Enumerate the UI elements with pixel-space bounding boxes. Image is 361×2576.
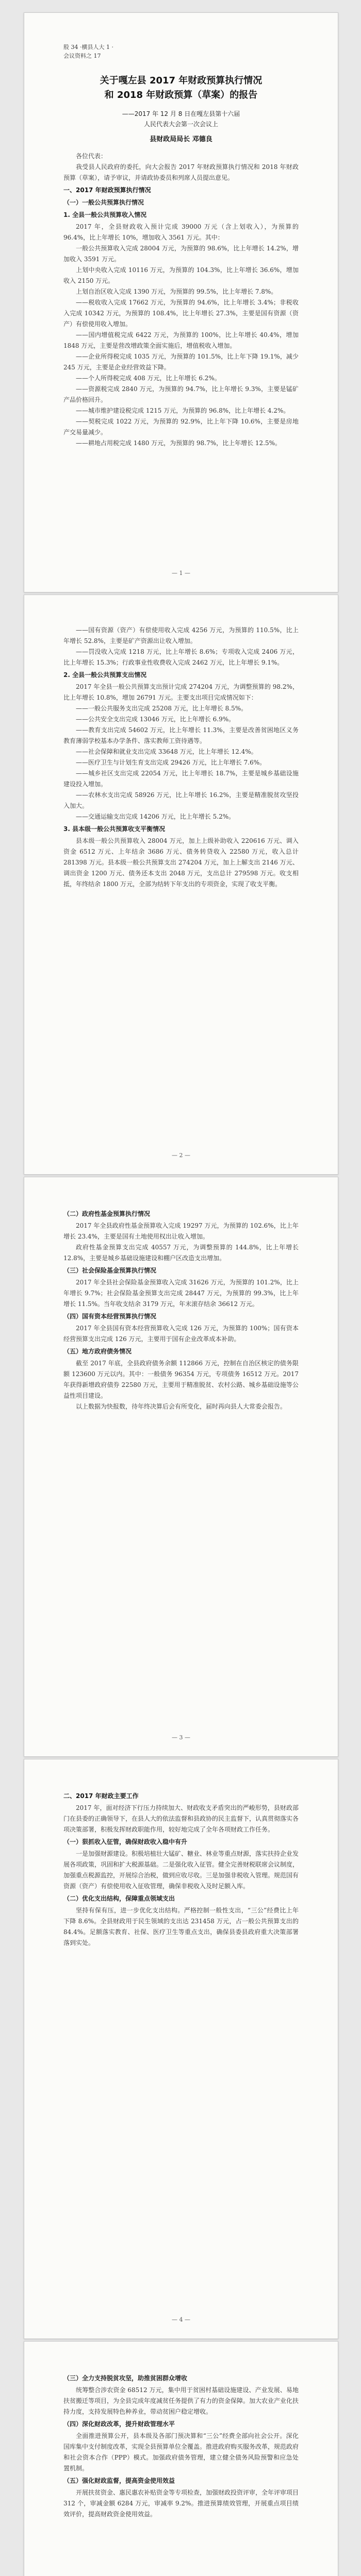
paragraph: 政府性基金预算支出完成 40557 万元，为调整预算的 144.8%，比上年增长 12.8%，主要是城乡基础设施建设和棚户区改造支出增加。 — [63, 1244, 299, 1262]
paragraph: ——农林水支出完成 58926 万元，比上年增长 16.2%，主要是精准脱贫攻坚投入加大。 — [63, 791, 299, 809]
doc-author: 县财政局局长 邓德良 — [150, 135, 212, 143]
subsection-heading: （一）狠抓收入征管，确保财政收入稳中有升 — [63, 1838, 188, 1845]
section-heading: 二、2017 年财政主要工作 — [63, 1792, 139, 1800]
page-3 — [24, 1177, 338, 1757]
page-1 — [24, 12, 338, 592]
paragraph: 开展扶贫资金、惠民惠农补贴资金等专项检查，加强财政投资评审，全年评审项目 312 个，审减金额 6284 万元，审减率 9.2%。推进预算绩效管理，开展重点项目绩效评价，提高财政资金使用效益。 — [63, 2489, 299, 2518]
paragraph: ——城乡社区支出完成 22054 万元，比上年增长 18.7%，主要是城乡基础设施建设投入增加。 — [63, 770, 299, 788]
subsection-heading: （一）一般公共预算执行情况 — [63, 199, 144, 206]
page-4 — [24, 1759, 338, 2339]
paragraph: ——教育支出完成 54602 万元，比上年增长 11.3%，主要是改善贫困地区义务教育薄弱学校基本办学条件、落实教师工资待遇等。 — [63, 726, 299, 744]
paragraph: ——资源税完成 2840 万元，为预算的 94.7%，比上年增长 9.3%，主要是锰矿产品价格回升。 — [63, 385, 299, 403]
subsection-heading: （五）地方政府债务情况 — [63, 1348, 132, 1355]
doc-title — [63, 74, 299, 103]
subsection-heading: （三）社会保险基金预算执行情况 — [63, 1267, 157, 1274]
paragraph: 各位代表： — [76, 152, 107, 160]
doc-meta-line-2: 会议资料之 17 — [63, 53, 101, 59]
paragraph: ——社会保障和就业支出完成 33648 万元，比上年增长 12.4%。 — [76, 748, 257, 755]
section-heading: 一、2017 年财政预算执行情况 — [63, 187, 151, 194]
page-content — [63, 1789, 299, 2297]
page-number: — 3 — — [172, 1734, 190, 1741]
paragraph: 全面推进预算公开，县本级及各部门预决算和“三公”经费全部向社会公开。深化国库集中支付制度改革，实现全县预算单位全覆盖。推进政府购买服务改革，规范政府和社会资本合作（PPP）模式。加强政府债务管理，建立健全债务风险预警和应急处置机制。 — [63, 2432, 299, 2472]
subsection-heading: （四）国有资本经营预算执行情况 — [63, 1313, 157, 1320]
paragraph: 上划自治区收入完成 1390 万元，为预算的 99.5%，比上年增长 7.8%。 — [76, 288, 277, 295]
paragraph: 坚持有保有压，进一步优化支出结构。严格控制一般性支出，“三公”经费比上年下降 8.6%。全县财政用于民生领域的支出达 231458 万元，占一般公共预算支出的 84.4%。足额落实教育、社保、医疗卫生等重点支出，确保县委县政府重大决策部署落到实处。 — [63, 1907, 299, 1946]
paragraph: ——国内增值税完成 6422 万元，为预算的 100%，比上年增长 40.4%，增加 1848 万元，主要是营改增政策全面实施后，增值税收入增加。 — [63, 331, 299, 349]
page-blocks — [63, 1208, 299, 1412]
subsection-heading: （三）全力支持脱贫攻坚，助推贫困群众增收 — [63, 2375, 188, 2382]
page-content — [63, 625, 299, 1133]
paragraph: 我受县人民政府的委托，向大会报告 2017 年财政预算执行情况和 2018 年财政预算（草案），请予审议，并请政协委员和列席人员提出意见。 — [63, 163, 299, 181]
page-number: — 1 — — [172, 570, 190, 577]
page-blocks — [63, 2372, 299, 2520]
page-number: — 4 — — [172, 2316, 190, 2323]
paragraph: ——个人所得税完成 408 万元，比上年增长 6.2%。 — [76, 375, 221, 382]
page-content — [63, 43, 299, 551]
paragraph: ——医疗卫生与计划生育支出完成 29426 万元，比上年增长 7.6%。 — [76, 759, 266, 766]
subsection-heading: 1. 全县一般公共预算收入情况 — [63, 211, 147, 218]
subsection-heading: （二）优化支出结构，保障重点领域支出 — [63, 1895, 175, 1902]
paragraph: ——城市维护建设税完成 1215 万元，为预算的 96.8%，比上年增长 4.2%。 — [76, 407, 290, 414]
subsection-heading: （二）政府性基金预算执行情况 — [63, 1210, 151, 1217]
page-content — [63, 2371, 299, 2576]
subsection-heading: 3. 县本级一般公共预算收支平衡情况 — [63, 825, 166, 833]
page-2 — [24, 595, 338, 1175]
paragraph: 2017 年，全县财政收入预计完成 39000 万元（含上划收入），为预算的 96.4%，比上年增长 10%，增加收入 3561 万元。其中： — [63, 223, 299, 241]
page-5 — [24, 2341, 338, 2576]
paragraph: 截至 2017 年底，全县政府债务余额 112866 万元，控制在自治区核定的债务限额 123600 万元以内。其中：一般债务 96354 万元，专项债务 16512 万元。2017 年获得新增政府债券 22580 万元，主要用于精准脱贫、农村公路、城乡基础设施等公益性项目建设。 — [63, 1360, 299, 1399]
paragraph: ——契税完成 1022 万元，为预算的 92.9%，比上年下降 10.6%，主要是房地产交易量减少。 — [63, 418, 299, 436]
doc-meta — [63, 43, 299, 60]
subsection-heading: （四）深化财政改革，提升财政管理水平 — [63, 2420, 175, 2428]
page-number: — 2 — — [172, 1152, 190, 1159]
doc-subtitle-2: 人民代表大会第一次会议上 — [143, 121, 218, 128]
page-content — [63, 1207, 299, 1715]
paragraph: 县本级一般公共预算收入 28004 万元，加上上级补助收入 220616 万元、调入资金 6512 万元、上年结余 3686 万元、债务转贷收入 22580 万元，收入总计 281398 万元。县本级一般公共预算支出 274204 万元，加上上解支出 2146 万元、调出资金 1200 万元、债务还本支出 2048 万元，支出总计 279598 万元。收支相抵，年终结余 1800 万元，全部为结转下年支出的专项资金，实现了收支平衡。 — [63, 837, 299, 888]
paragraph: ——国有资源（资产）有偿使用收入完成 4256 万元，为预算的 110.5%，比上年增长 52.8%，主要是矿产资源出让收入增加。 — [63, 626, 299, 645]
subsection-heading: 2. 全县一般公共预算支出情况 — [63, 671, 147, 679]
doc-title-line: 关于嘎左县 2017 年财政预算执行情况 — [100, 75, 262, 86]
page-blocks — [63, 625, 299, 890]
paragraph: 2017 年全县社会保险基金预算收入完成 31626 万元，为预算的 101.2%，比上年增长 9.7%；社会保险基金预算支出完成 28447 万元，为预算的 99.3%，比上年增长 11.5%。当年收支结余 3179 万元，年末滚存结余 36612 万元。 — [63, 1279, 299, 1308]
paragraph: 统筹整合涉农资金 68512 万元，集中用于贫困村基础设施建设、产业发展、易地扶贫搬迁等项目，为全县完成年度减贫任务提供了有力的资金保障。加大农业产业化扶持力度，支持发展特色种养业，带动贫困户稳定增收。 — [63, 2386, 299, 2415]
paragraph: 2017 年全县一般公共预算支出预计完成 274204 万元，为调整预算的 98.2%，比上年增长 10.8%，增加 26791 万元。主要支出项目完成情况如下： — [63, 683, 299, 701]
doc-title-line: 和 2018 年财政预算（草案）的报告 — [104, 90, 258, 100]
page-blocks — [63, 151, 299, 449]
paragraph: 上划中央收入完成 10116 万元，为预算的 104.3%，比上年增长 36.6%，增加收入 2150 万元。 — [63, 266, 299, 284]
doc-meta-line-1: 股 34 ·横县人大 1 · — [63, 44, 113, 50]
paragraph: ——交通运输支出完成 14206 万元，比上年增长 5.2%。 — [76, 813, 235, 820]
doc-subtitle-1: ——2017 年 12 月 8 日在嘎左县第十六届 — [122, 110, 240, 117]
paragraph: ——罚没收入完成 1218 万元，比上年增长 8.6%；专项收入完成 2406 万元，比上年增长 15.3%；行政事业性收费收入完成 2462 万元，比上年增长 9.1%。 — [63, 648, 299, 666]
paragraph: 以上数据为快报数，待年终决算后会有所变化，届时再向县人大常委会报告。 — [76, 1403, 287, 1410]
paragraph: 2017 年，面对经济下行压力持续加大、财政收支矛盾突出的严峻形势，县财政部门在县委的正确领导下，在县人大的依法监督和县政协的民主监督下，认真贯彻落实各项决策部署，积极发挥财政职能作用，较好地完成了全年各项财政工作任务。 — [63, 1804, 299, 1833]
page-blocks — [63, 1790, 299, 1948]
paragraph: ——企业所得税完成 1035 万元，为预算的 101.5%，比上年下降 19.1%，减少 245 万元，主要是企业经营效益下降。 — [63, 353, 299, 371]
paragraph: 2017 年全县政府性基金预算收入完成 19297 万元，为预算的 102.6%，比上年增长 23.4%，主要是国有土地使用权出让收入增加。 — [63, 1222, 299, 1240]
paragraph: ——公共安全支出完成 13046 万元，比上年增长 6.9%。 — [76, 716, 235, 723]
paragraph: ——耕地占用税完成 1480 万元，为预算的 98.7%，比上年增长 12.5%。 — [76, 439, 282, 447]
subsection-heading: （五）强化财政监督，提高资金使用效益 — [63, 2477, 175, 2484]
paragraph: ——一般公共服务支出完成 25208 万元，比上年增长 8.5%。 — [76, 705, 248, 712]
paragraph: ——税收收入完成 17662 万元，为预算的 94.6%，比上年增长 3.4%；非税收入完成 10342 万元，为预算的 108.4%，比上年增长 27.3%，主要是国有资源（资产）有偿使用收入增加。 — [63, 299, 299, 328]
paragraph: 一般公共预算收入完成 28004 万元，为预算的 98.6%，比上年增长 14.2%，增加收入 3591 万元。 — [63, 245, 299, 263]
paragraph: 一是加强财源建设。积极培植壮大锰矿、糖业、林业等重点财源，落实扶持企业发展各项政策，巩固和扩大税源基础。二是强化收入征管。健全完善财税联席会议制度，加强重点税源监控，开展综合治税，做到应收尽收。三是加强非税收入管理。规范国有资源（资产）有偿使用收入征收管理，确保非税收入及时足额入库。 — [63, 1850, 299, 1890]
paragraph: 2017 年全县国有资本经营预算收入完成 126 万元，为预算的 100%；国有资本经营预算支出完成 126 万元，主要用于国有企业改革成本补助。 — [63, 1325, 299, 1343]
